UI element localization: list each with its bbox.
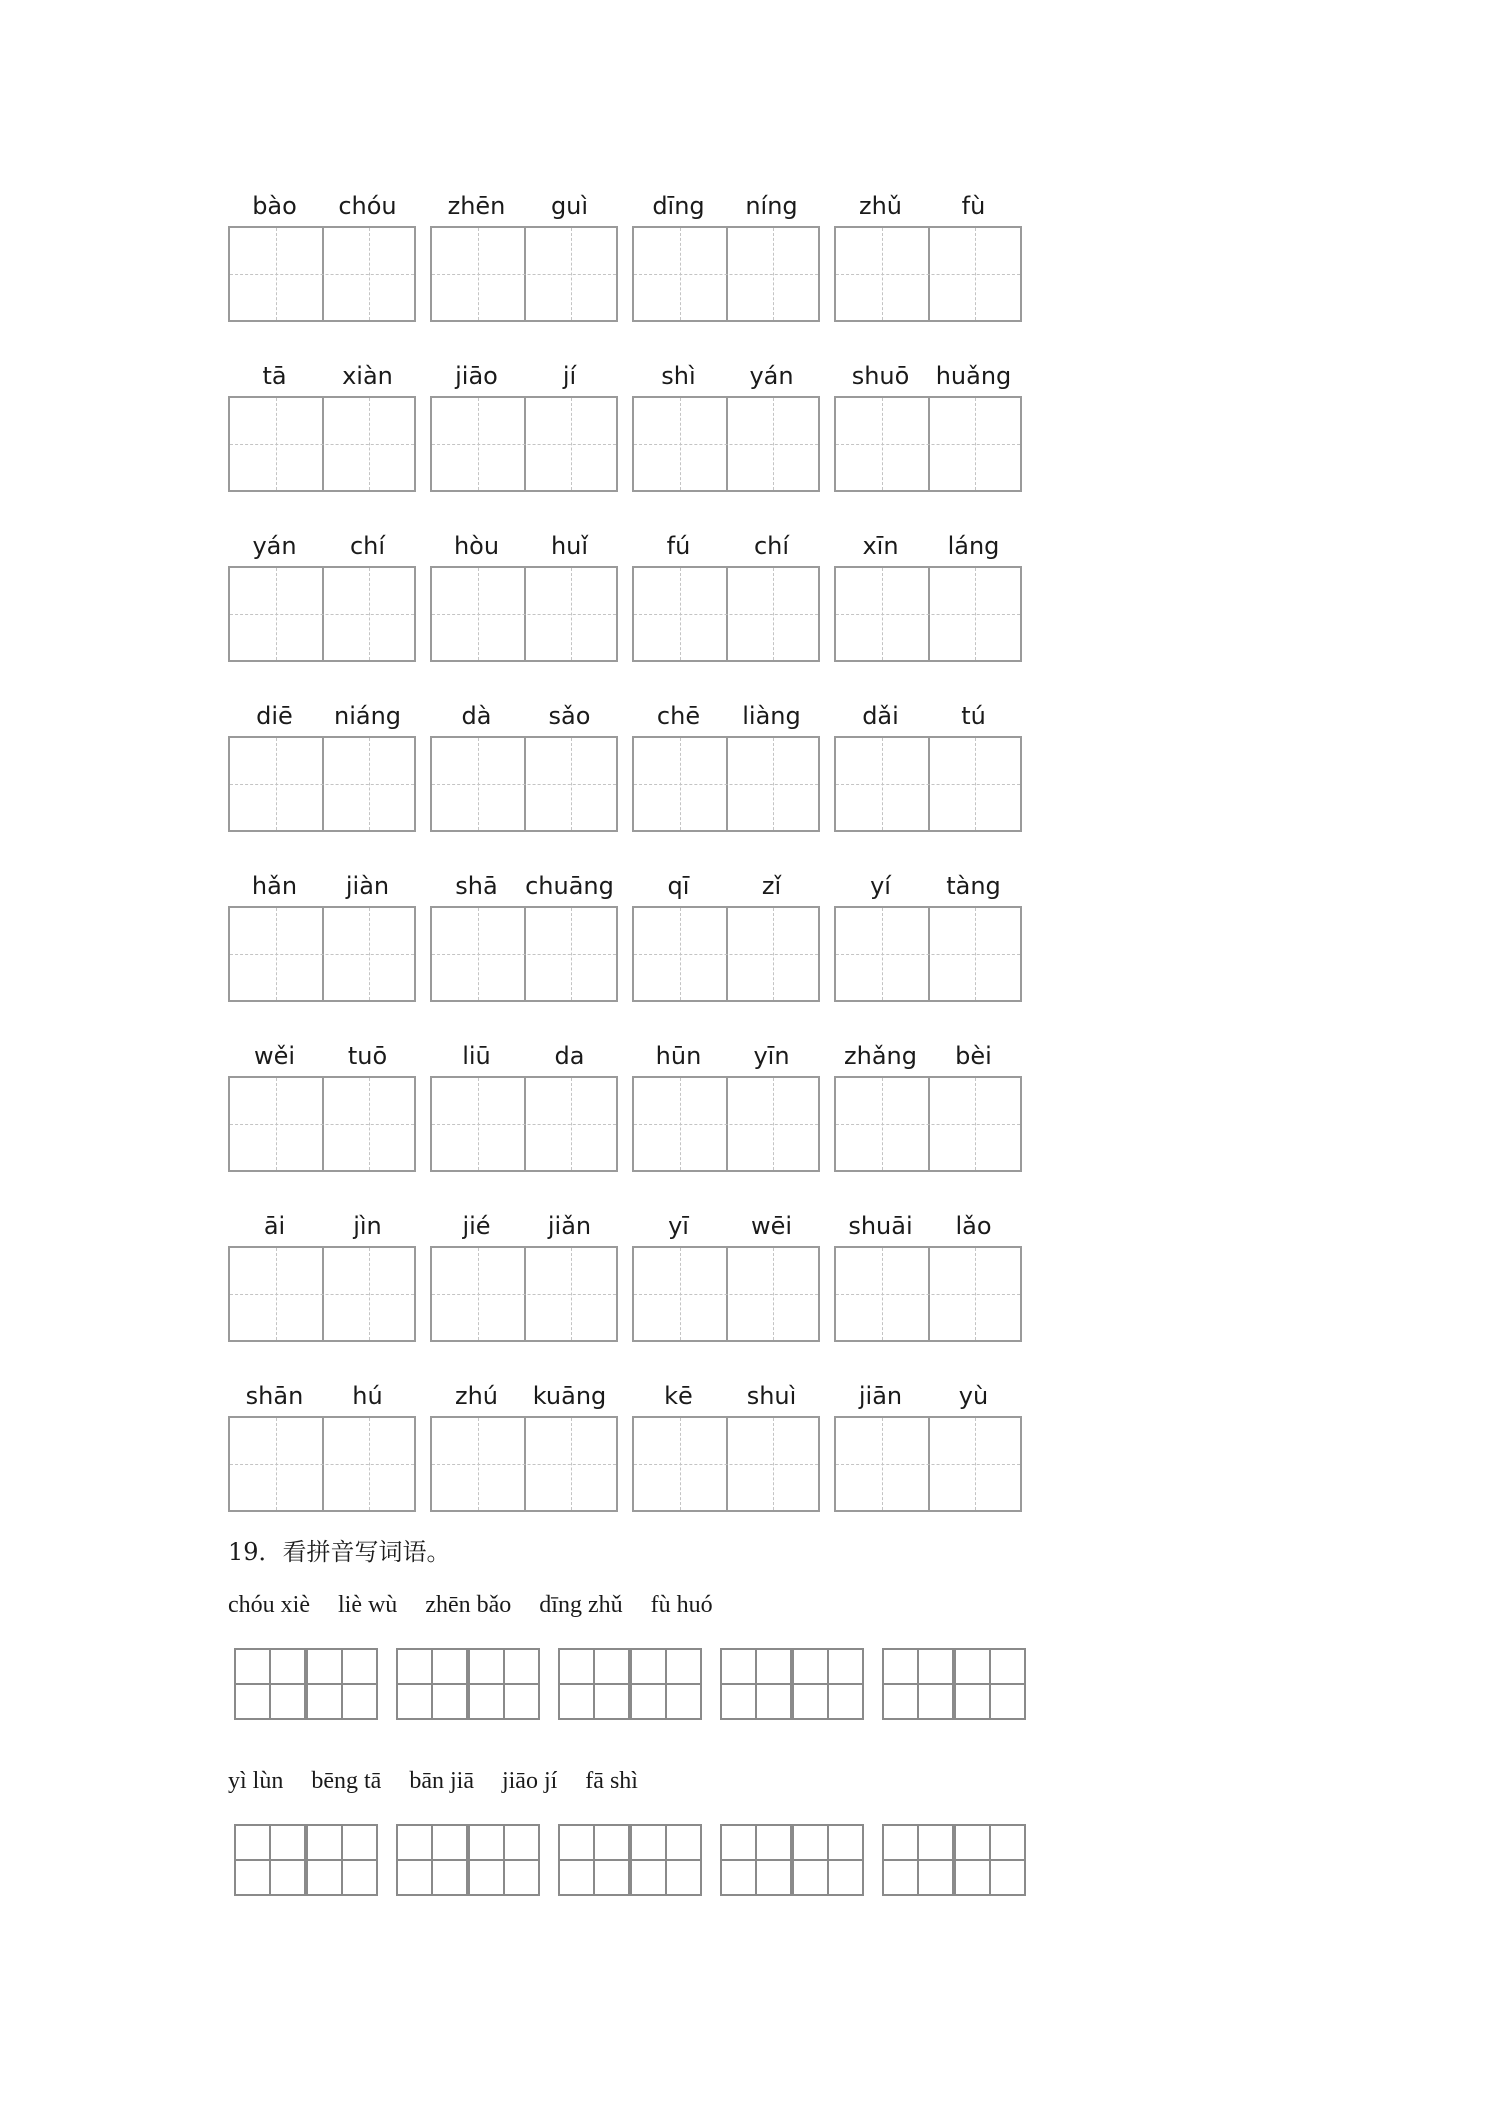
writing-box[interactable] [632,736,820,832]
grid-line [665,1650,667,1718]
writing-box[interactable] [228,906,416,1002]
pinyin-syllable: chóu [338,192,397,220]
pinyin-syllable: chē [656,702,701,730]
answer-word-grid [720,1648,864,1720]
tian-square[interactable] [306,1648,378,1720]
tian-square[interactable] [234,1824,306,1896]
grid-line [431,1826,433,1894]
answer-word-grid [396,1824,540,1896]
grid-line [917,1650,919,1718]
guide-line [230,1294,414,1295]
pinyin-syllable: dǎi [862,702,899,730]
grid-line [917,1826,919,1894]
pinyin-pair [834,530,1020,566]
pinyin-pair [430,700,616,736]
pinyin-pair [228,1040,414,1076]
pinyin-syllable: liū [462,1042,491,1070]
word-cell [834,360,1020,490]
word-cell [632,360,818,490]
word-cell [228,700,414,830]
word-cell [834,1040,1020,1170]
pinyin-syllable: bèi [955,1042,992,1070]
answer-word-grid [882,1824,1026,1896]
answer-word-grid [720,1824,864,1896]
grid-line [665,1826,667,1894]
pinyin-syllable: xiàn [342,362,393,390]
pinyin-syllable: yán [749,362,794,390]
word-cell [834,1210,1020,1340]
guide-line [836,784,1020,785]
guide-line [634,274,818,275]
pinyin-pair [834,1040,1020,1076]
word-cell [430,530,616,660]
writing-box[interactable] [834,396,1022,492]
pinyin-pair [632,700,818,736]
pinyin-syllable: hòu [453,532,500,560]
pinyin-pair [430,1210,616,1246]
pinyin-pair [228,530,414,566]
guide-line [230,1124,414,1125]
guide-line [432,1124,616,1125]
pinyin-pair [834,1210,1020,1246]
guide-line [230,1464,414,1465]
pinyin-syllable: chí [349,532,386,560]
pinyin-syllable: shì [661,362,696,390]
grid-row [228,360,1028,530]
pinyin-pair [834,360,1020,396]
tian-square[interactable] [954,1648,1026,1720]
pinyin-word: fā shì [585,1768,638,1794]
tian-square[interactable] [630,1824,702,1896]
guide-line [432,784,616,785]
pinyin-pair [632,870,818,906]
word-cell [834,870,1020,1000]
pinyin-syllable: tàng [946,872,1001,900]
pinyin-grid-section [228,190,1028,1550]
answer-word-grid [558,1648,702,1720]
answer-word-grid [234,1824,378,1896]
word-cell [430,360,616,490]
word-cell [430,700,616,830]
pinyin-pair [430,1380,616,1416]
pinyin-syllable: bào [252,192,297,220]
pinyin-syllable: āi [263,1212,286,1240]
word-cell [632,1040,818,1170]
grid-row [228,530,1028,700]
pinyin-pair [430,530,616,566]
pinyin-syllable: dà [461,702,492,730]
word-cell [430,870,616,1000]
word-cell [228,530,414,660]
writing-box[interactable] [430,566,618,662]
writing-box[interactable] [430,736,618,832]
word-cell [632,700,818,830]
pinyin-pair [430,190,616,226]
pinyin-syllable: qī [667,872,690,900]
pinyin-syllable: sǎo [548,702,591,730]
pinyin-syllable: jié [462,1212,491,1240]
answer-grid-row-2 [234,1824,1034,1898]
pinyin-pair [632,1210,818,1246]
pinyin-syllable: kuāng [532,1382,607,1410]
pinyin-syllable: shuāi [848,1212,913,1240]
pinyin-pair [834,700,1020,736]
pinyin-syllable: níng [745,192,798,220]
grid-row [228,1210,1028,1380]
pinyin-word: zhēn bǎo [425,1592,512,1618]
writing-box[interactable] [228,566,416,662]
guide-line [836,1124,1020,1125]
pinyin-syllable: yán [252,532,297,560]
writing-box[interactable] [430,1246,618,1342]
writing-box[interactable] [632,906,820,1002]
pinyin-syllable: wěi [253,1042,296,1070]
guide-line [634,614,818,615]
tian-square[interactable] [468,1824,540,1896]
pinyin-pair [834,1380,1020,1416]
word-cell [834,530,1020,660]
writing-box[interactable] [834,736,1022,832]
pinyin-word: jiāo jí [501,1768,558,1794]
pinyin-syllable: yīn [753,1042,790,1070]
pinyin-syllable: jí [562,362,577,390]
writing-box[interactable] [632,566,820,662]
word-cell [632,190,818,320]
answer-word-grid [558,1824,702,1896]
guide-line [634,1464,818,1465]
grid-line [341,1826,343,1894]
guide-line [432,444,616,445]
pinyin-syllable: zhǎng [844,1042,917,1070]
word-cell [632,1210,818,1340]
guide-line [836,1464,1020,1465]
guide-line [432,274,616,275]
grid-line [269,1826,271,1894]
guide-line [634,1294,818,1295]
writing-box[interactable] [430,906,618,1002]
writing-box[interactable] [430,1076,618,1172]
grid-line [827,1826,829,1894]
pinyin-pair [228,870,414,906]
pinyin-pair [632,530,818,566]
pinyin-pair [834,190,1020,226]
pinyin-syllable: shuō [851,362,910,390]
word-cell [430,1210,616,1340]
writing-box[interactable] [430,1416,618,1512]
pinyin-syllable: jìn [353,1212,382,1240]
pinyin-pair [430,1040,616,1076]
writing-box[interactable] [632,1076,820,1172]
guide-line [432,1294,616,1295]
grid-line [269,1650,271,1718]
word-cell [632,530,818,660]
pinyin-syllable: yí [870,872,891,900]
tian-square[interactable] [882,1824,954,1896]
writing-box[interactable] [834,566,1022,662]
pinyin-word: fù huó [650,1592,713,1618]
grid-row [228,190,1028,360]
answer-grid-row-1 [234,1648,1034,1722]
pinyin-word: bān jiā [409,1768,474,1794]
grid-line [755,1826,757,1894]
guide-line [230,614,414,615]
guide-line [836,1294,1020,1295]
grid-line [431,1650,433,1718]
pinyin-syllable: diē [256,702,293,730]
pinyin-syllable: zhǔ [858,192,903,220]
pinyin-pair [632,360,818,396]
writing-box[interactable] [228,1076,416,1172]
writing-box[interactable] [228,396,416,492]
pinyin-line-2 [228,1768,660,1795]
writing-box[interactable] [228,226,416,322]
pinyin-syllable: tú [961,702,986,730]
pinyin-syllable: kē [664,1382,693,1410]
writing-box[interactable] [430,226,618,322]
tian-square[interactable] [468,1648,540,1720]
grid-line [827,1650,829,1718]
answer-word-grid [234,1648,378,1720]
tian-square[interactable] [954,1824,1026,1896]
writing-box[interactable] [834,1076,1022,1172]
pinyin-syllable: guì [550,192,589,220]
grid-row [228,1380,1028,1550]
pinyin-pair [632,1380,818,1416]
grid-line [755,1650,757,1718]
tian-square[interactable] [234,1648,306,1720]
pinyin-syllable: liàng [742,702,801,730]
grid-row [228,870,1028,1040]
pinyin-syllable: huǎng [935,362,1012,390]
pinyin-syllable: tā [262,362,287,390]
pinyin-syllable: jiāo [455,362,498,390]
pinyin-syllable: hūn [655,1042,702,1070]
guide-line [432,954,616,955]
guide-line [634,444,818,445]
tian-square[interactable] [306,1824,378,1896]
word-cell [834,190,1020,320]
guide-line [836,614,1020,615]
guide-line [432,1464,616,1465]
guide-line [634,954,818,955]
guide-line [836,444,1020,445]
word-cell [228,1210,414,1340]
grid-line [341,1650,343,1718]
tian-square[interactable] [882,1648,954,1720]
writing-box[interactable] [834,226,1022,322]
word-cell [228,190,414,320]
pinyin-syllable: yī [668,1212,689,1240]
guide-line [230,444,414,445]
pinyin-syllable: xīn [862,532,899,560]
pinyin-pair [834,870,1020,906]
grid-line [503,1650,505,1718]
tian-square[interactable] [630,1648,702,1720]
pinyin-syllable: zhēn [447,192,506,220]
grid-row [228,1040,1028,1210]
pinyin-word: chóu xiè [228,1592,310,1618]
pinyin-pair [632,1040,818,1076]
answer-word-grid [396,1648,540,1720]
pinyin-pair [228,700,414,736]
word-cell [632,1380,818,1510]
guide-line [836,954,1020,955]
pinyin-syllable: fù [961,192,986,220]
tian-square[interactable] [792,1824,864,1896]
writing-box[interactable] [632,396,820,492]
pinyin-syllable: wēi [750,1212,793,1240]
word-cell [430,1380,616,1510]
guide-line [836,274,1020,275]
pinyin-pair [228,1380,414,1416]
pinyin-syllable: zǐ [761,872,782,900]
answer-word-grid [882,1648,1026,1720]
pinyin-syllable: jiàn [345,872,390,900]
pinyin-syllable: shā [455,872,498,900]
pinyin-syllable: chuāng [525,872,614,900]
pinyin-syllable: zhú [454,1382,499,1410]
pinyin-pair [632,190,818,226]
pinyin-pair [430,360,616,396]
word-cell [228,870,414,1000]
writing-box[interactable] [430,396,618,492]
tian-square[interactable] [558,1824,630,1896]
guide-line [634,784,818,785]
guide-line [230,274,414,275]
tian-square[interactable] [720,1824,792,1896]
tian-square[interactable] [558,1648,630,1720]
pinyin-pair [228,1210,414,1246]
pinyin-pair [430,870,616,906]
grid-line [593,1650,595,1718]
word-cell [228,1040,414,1170]
tian-square[interactable] [720,1648,792,1720]
tian-square[interactable] [396,1824,468,1896]
pinyin-word: bēng tā [311,1768,382,1794]
pinyin-syllable: hú [352,1382,383,1410]
guide-line [432,614,616,615]
writing-box[interactable] [834,1416,1022,1512]
pinyin-pair [228,190,414,226]
word-cell [834,700,1020,830]
writing-box[interactable] [834,906,1022,1002]
question-title: 19．看拼音写词语。 [228,1538,451,1566]
pinyin-syllable: láng [947,532,1000,560]
pinyin-syllable: jiǎn [547,1212,592,1240]
word-cell [228,360,414,490]
pinyin-syllable: huǐ [550,532,589,560]
pinyin-word: yì lùn [228,1768,284,1794]
word-cell [834,1380,1020,1510]
grid-row [228,700,1028,870]
writing-box[interactable] [632,1416,820,1512]
pinyin-pair [228,360,414,396]
pinyin-syllable: lǎo [955,1212,992,1240]
writing-box[interactable] [228,1416,416,1512]
pinyin-line-1 [228,1592,735,1619]
pinyin-syllable: chí [753,532,790,560]
grid-line [593,1826,595,1894]
pinyin-syllable: dīng [652,192,705,220]
word-cell [430,1040,616,1170]
writing-box[interactable] [834,1246,1022,1342]
pinyin-syllable: yù [958,1382,989,1410]
tian-square[interactable] [396,1648,468,1720]
writing-box[interactable] [632,226,820,322]
guide-line [634,1124,818,1125]
pinyin-syllable: tuō [347,1042,388,1070]
pinyin-syllable: jiān [858,1382,903,1410]
word-cell [430,190,616,320]
word-cell [228,1380,414,1510]
pinyin-syllable: da [554,1042,585,1070]
guide-line [230,784,414,785]
guide-line [230,954,414,955]
pinyin-syllable: shuì [746,1382,797,1410]
grid-line [503,1826,505,1894]
pinyin-syllable: shān [245,1382,304,1410]
word-cell [632,870,818,1000]
pinyin-word: liè wù [337,1592,398,1618]
tian-square[interactable] [792,1648,864,1720]
pinyin-word: dīng zhǔ [539,1592,623,1618]
pinyin-syllable: niáng [333,702,402,730]
writing-box[interactable] [632,1246,820,1342]
grid-line [989,1826,991,1894]
pinyin-syllable: fú [666,532,691,560]
writing-box[interactable] [228,1246,416,1342]
grid-line [989,1650,991,1718]
writing-box[interactable] [228,736,416,832]
pinyin-syllable: hǎn [251,872,298,900]
